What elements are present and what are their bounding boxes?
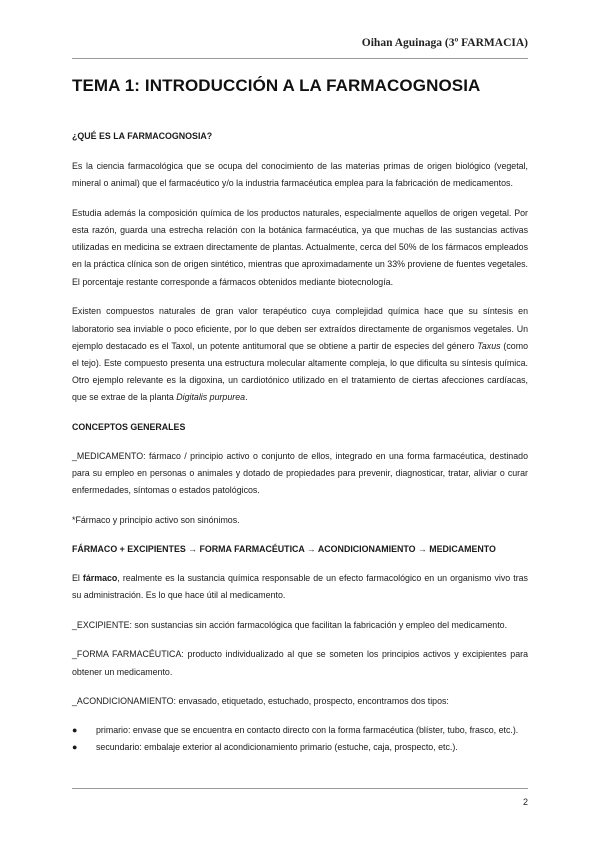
bullet-icon: ● [72,742,78,753]
acondicionamiento-types-list [72,722,528,756]
note-synonyms: *Fármaco y principio activo son sinónimos. [72,515,240,526]
paragraph-text: . [245,392,248,403]
definition-acondicionamiento: _ACONDICIONAMIENTO: envasado, etiquetado, estuchado, prospecto, encontramos dos tipos: [72,696,449,707]
species-name: Digitalis purpurea [176,392,246,403]
paragraph-text: , realmente es la sustancia química responsable de un efecto farmacológico en un organismo vivo tras su administración. Es lo que hace útil al medicamento. [72,572,528,600]
definition-forma-farmaceutica: _FORMA FARMACÉUTICA: producto individualizado al que se someten los principios activos y excipientes para obtener un medicamento. [72,649,528,677]
bullet-icon: ● [72,725,78,736]
term-farmaco: fármaco [82,572,118,583]
definition-medicamento: _MEDICAMENTO: fármaco / principio activo o conjunto de ellos, integrado en una forma farmacéutica, destinado para su empleo en personas o animales y dotado de propiedades para prevenir, diagnosticar, tratar, aliviar o curar enfermedades, síntomas o estados patológicos. [72,450,528,496]
definition-excipiente: _EXCIPIENTE: son sustancias sin acción farmacológica que facilitan la fabricación y empleo del medicamento. [72,619,508,630]
page-number: 2 [522,797,528,807]
paragraph-natural-compounds [72,303,528,406]
section-heading-conceptos: CONCEPTOS GENERALES [72,422,186,433]
list-item [72,739,528,756]
section-heading-que-es: ¿QUÉ ES LA FARMACOGNOSIA? [72,131,213,141]
list-item-text: secundario: embalaje exterior al acondicionamiento primario (estuche, caja, prospecto, etc.). [96,742,458,753]
definition-farmaco [72,570,528,604]
paragraph-definition: Es la ciencia farmacológica que se ocupa del conocimiento de las materias primas de origen biológico (vegetal, mineral o animal) que el farmacéutico y/o la industria farmacéutica emplea para la fabricación de medicamentos. [72,160,528,188]
genus-name: Taxus [477,340,501,351]
process-flow [72,541,528,558]
list-item-text: primario: envase que se encuentra en contacto directo con la forma farmacéutica (blíster, tubo, frasco, etc.). [96,725,519,736]
paragraph-composition: Estudia además la composición química de los productos naturales, especialmente aquellos de origen vegetal. Por esta razón, guarda una estrecha relación con la botánica farmacéutica, ya que muchas de las sustancias activas utilizadas en medicina se extraen directamente de plantas. Actualmente, cerca del 50% de los fármacos empleados en la práctica clínica son de origen sintético, mientras que aproximadamente un 33% proviene de fuentes vegetales. El porcentaje restante corresponde a fármacos obtenidos mediante biotecnología. [72,207,528,287]
page-header-author: Oihan Aguinaga (3º FARMACIA) [361,37,528,49]
document-body [72,128,528,756]
header-divider [72,58,528,59]
list-item [72,722,528,739]
process-flow-text: FÁRMACO + EXCIPIENTES → FORMA FARMACÉUTICA → ACONDICIONAMIENTO → MEDICAMENTO [72,543,496,554]
footer-divider [72,788,528,789]
paragraph-text: El [72,572,83,583]
paragraph-text: (como el tejo). Este compuesto presenta una estructura molecular altamente compleja, lo que dificulta su síntesis química. Otro ejemplo relevante es la digoxina, un cardiotónico utilizado en el tratamiento de ciertas afecciones cardíacas, que se extrae de la planta [72,340,528,403]
paragraph-text: Existen compuestos naturales de gran valor terapéutico cuya complejidad química hace que su síntesis en laboratorio sea inviable o poco eficiente, por lo que deben ser extraídos directamente de organismos vegetales. Un ejemplo destacado es el Taxol, un potente antitumoral que se obtiene a partir de especies del género [72,306,528,351]
page-title: TEMA 1: INTRODUCCIÓN A LA FARMACOGNOSIA [72,76,481,95]
